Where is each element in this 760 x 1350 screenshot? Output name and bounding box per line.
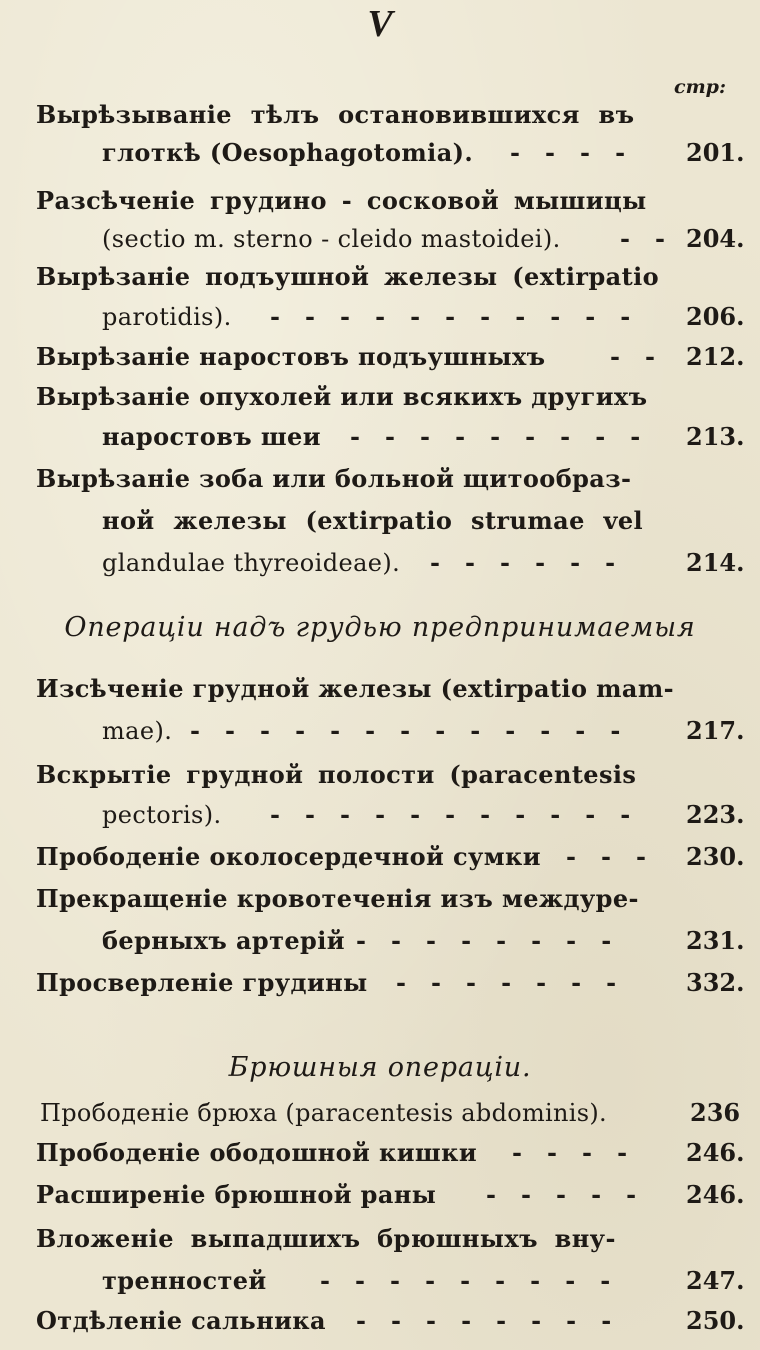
page-ref: 204. [686,224,745,253]
page-ref: 213. [686,422,745,451]
leader-dots: - - - - - - - [396,968,617,997]
leader-dots: - - - - [512,1138,628,1167]
section-heading-chest: Операціи надъ грудью предпринимаемыя [64,612,696,643]
entry-pectoris-line1: Вскрытіе грудной полости (paracentesis [36,760,637,789]
leader-dots: - - - - - - - - - - - [270,302,631,331]
page-number: V [367,3,393,45]
leader-dots: - - - - - - - - - [350,422,641,451]
page-ref: 230. [686,842,745,871]
leader-dots: - - - - [510,138,626,167]
entry-goitre-line1: Вырѣзаніе зоба или больной щитообраз- [36,464,632,493]
section-heading-abdomen: Брюшныя операціи. [228,1052,532,1083]
leader-dots: - - - - - - - - - [320,1266,611,1295]
leader-dots: - - - - - - - - [356,926,612,955]
leader-dots: - - - - - - - - - - - [270,800,631,829]
entry-pericardium-line1: Прободеніе околосердечной сумки [36,842,541,871]
entry-tumors-line2: наростовъ шеи [102,422,321,451]
entry-colon-line1: Прободеніе ободошной кишки [36,1138,478,1167]
entry-bleeding-line1: Прекращеніе кровотеченія изъ междуре- [36,884,639,913]
entry-parotis-line1: Вырѣзаніе подъушной железы (extirpatio [36,262,659,291]
leader-dots: - - - - - - [430,548,616,577]
page-ref: 250. [686,1306,745,1335]
entry-parotis-line2: parotidis). [102,303,232,331]
page-ref: 332. [686,968,745,997]
page-ref: 223. [686,800,745,829]
page-column-header: стр: [674,76,726,98]
entry-sternum-line1: Просверленіе грудины [36,968,368,997]
leader-dots: - - - - - - - - - - - - - [190,716,621,745]
entry-wound-line1: Расширеніе брюшной раны [36,1180,437,1209]
page-ref: 217. [686,716,745,745]
page-ref: 247. [686,1266,745,1295]
page-ref: 201. [686,138,745,167]
page-ref: 246. [686,1180,745,1209]
leader-dots: - - [610,342,655,371]
page-ref: 214. [686,548,745,577]
entry-goitre-line3: glandulae thyreoideae). [102,549,401,577]
entry-tumors-line1: Вырѣзаніе опухолей или всякихъ другихъ [36,382,648,411]
page-ref: 231. [686,926,745,955]
entry-sectio-line2: (sectio m. sterno - cleido mastoidei). [102,225,561,253]
page-ref: 236 [690,1098,741,1127]
entry-growths-line1: Вырѣзаніе наростовъ подъушныхъ [36,342,546,371]
leader-dots: - - - - - [486,1180,637,1209]
entry-sectio-line1: Разсѣченіе грудино - сосковой мышицы [36,186,647,215]
entry-abdominis-line1: Прободеніе брюха (paracentesis abdominis). [40,1099,607,1127]
page-ref: 206. [686,302,745,331]
entry-viscera-line1: Вложеніе выпадшихъ брюшныхъ вну- [36,1224,616,1253]
entry-mamma-line2: mae). [102,717,173,745]
entry-oesophagotomia-line2: глоткѣ (Oesophagotomia). [102,138,474,167]
entry-mamma-line1: Изсѣченіе грудной железы (extirpatio mam- [36,674,675,703]
page-ref: 246. [686,1138,745,1167]
leader-dots: - - - - - - - - [356,1306,612,1335]
entry-pectoris-line2: pectoris). [102,801,222,829]
leader-dots: - - [620,224,665,253]
entry-oesophagotomia-line1: Вырѣзываніе тѣлъ остановившихся въ [36,100,635,129]
leader-dots: - - - [566,842,647,871]
entry-goitre-line2: ной железы (extirpatio strumae vel [102,506,644,535]
entry-omentum-line1: Отдѣленіе сальника [36,1306,326,1335]
entry-viscera-line2: тренностей [102,1266,267,1295]
page-ref: 212. [686,342,745,371]
entry-bleeding-line2: берныхъ артерій [102,926,345,955]
